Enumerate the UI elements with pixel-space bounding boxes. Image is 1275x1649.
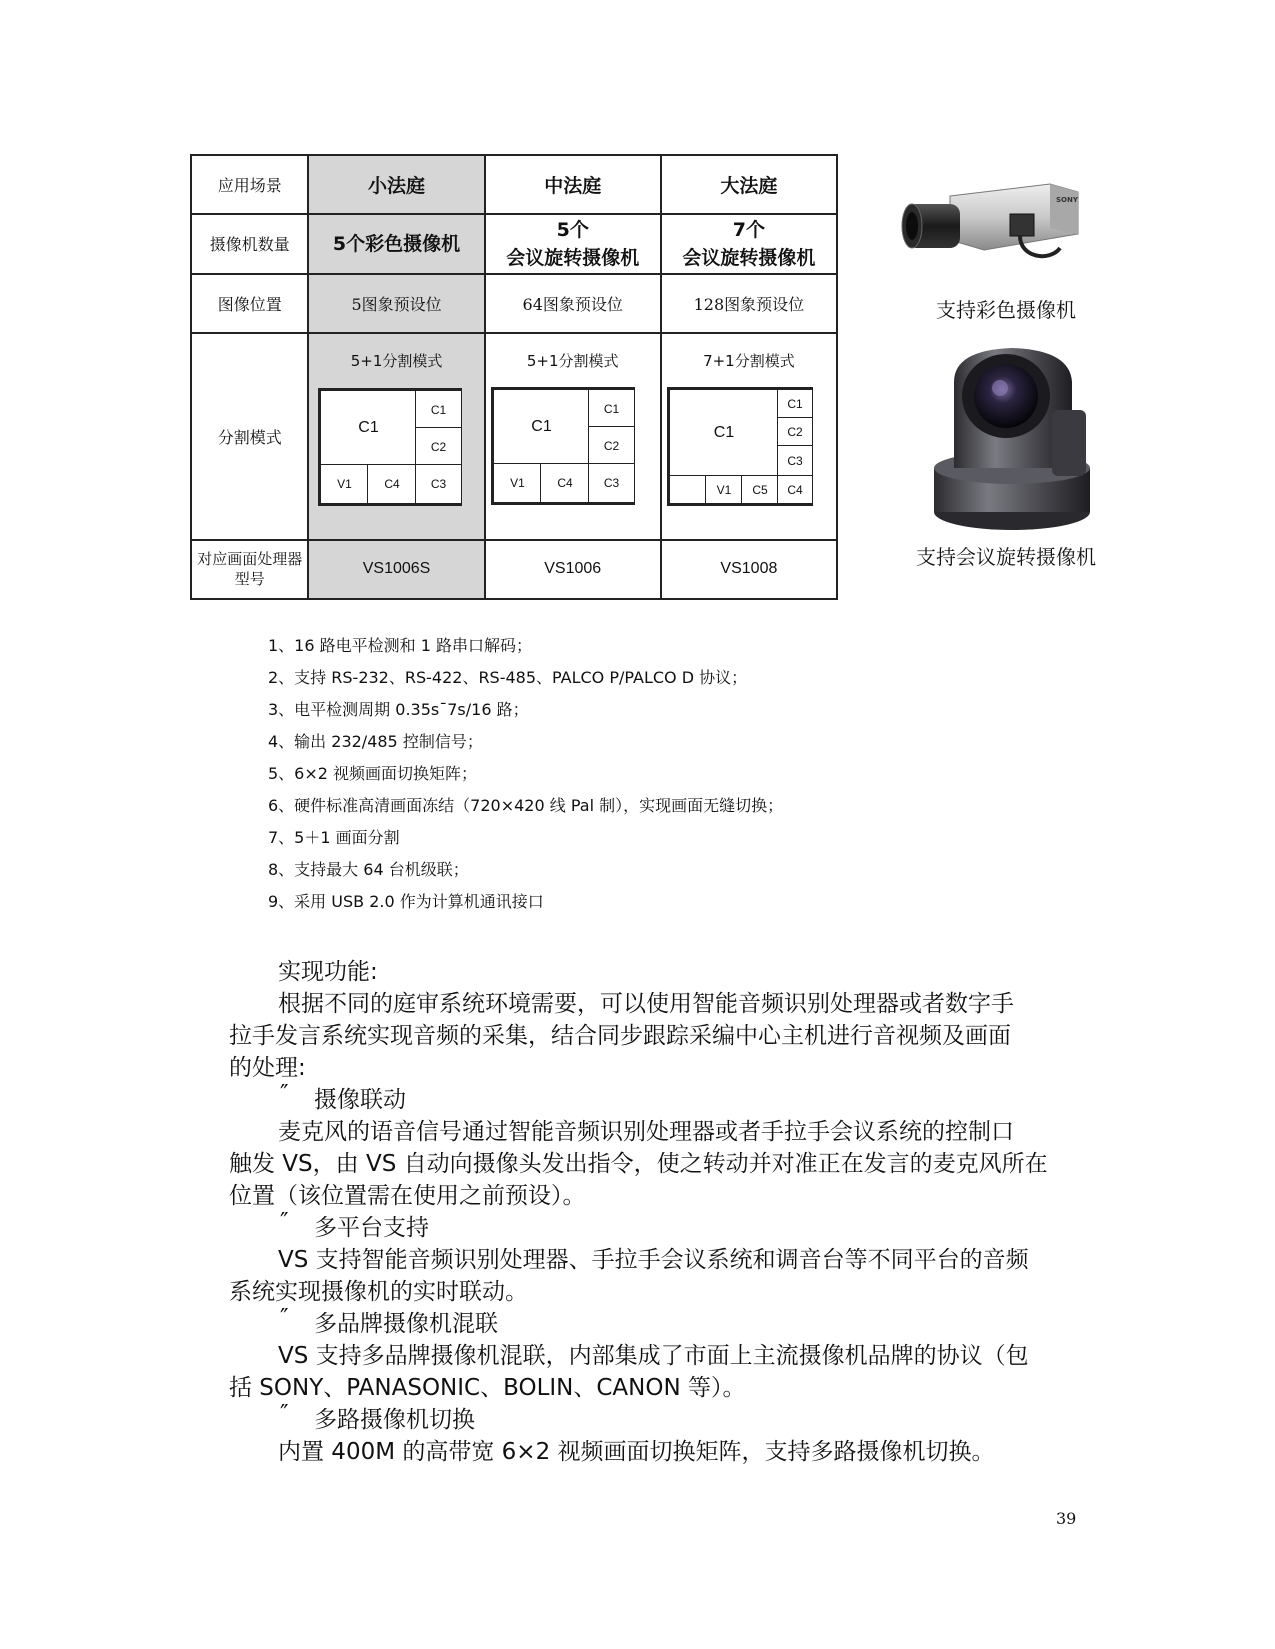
split-box: V1 (320, 464, 369, 504)
section-heading: 实现功能: (278, 959, 378, 985)
preset-cell: 5图象预设位 (308, 274, 484, 333)
paragraph-line: 的处理: (229, 1055, 306, 1081)
paragraph-line: 触发 VS，由 VS 自动向摄像头发出指令，使之转动并对准正在发言的麦克风所在 (229, 1151, 1048, 1177)
box-camera-icon (900, 178, 1082, 268)
split-box: V1 (493, 463, 542, 503)
list-item: 8、支持最大 64 台机级联； (268, 860, 469, 879)
split-box: C3 (588, 463, 635, 503)
split-box: C2 (777, 417, 813, 447)
ptz-camera-image (926, 336, 1094, 536)
split-diagram (318, 388, 462, 506)
spec-table (190, 154, 838, 600)
list-item: 1、16 路电平检测和 1 路串口解码； (268, 636, 532, 655)
camera-count-cell (485, 214, 661, 273)
bullet-mark: ″ (280, 1401, 289, 1427)
table-row (191, 155, 837, 214)
table-row (191, 214, 837, 273)
list-item: 7、5＋1 画面分割 (268, 828, 400, 847)
model-cell: VS1008 (661, 540, 837, 599)
split-box: C3 (777, 445, 813, 477)
paragraph-line: 括 SONY、PANASONIC、BOLIN、CANON 等）。 (229, 1375, 746, 1401)
split-box: C2 (415, 427, 462, 466)
camera-type: 会议旋转摄像机 (506, 246, 640, 269)
preset-cell: 64图象预设位 (485, 274, 661, 333)
subsection-title: 多平台支持 (314, 1215, 429, 1241)
column-title: 小法庭 (308, 155, 484, 214)
split-box: C3 (415, 464, 462, 504)
row-header: 分割模式 (191, 333, 308, 540)
table-row (191, 540, 837, 599)
model-cell: VS1006 (485, 540, 661, 599)
page-number: 39 (1056, 1509, 1077, 1528)
list-item: 9、采用 USB 2.0 作为计算机通讯接口 (268, 892, 544, 911)
paragraph-line: 位置（该位置需在使用之前预设）。 (229, 1183, 586, 1209)
row-header: 应用场景 (191, 155, 308, 214)
split-box: C1 (415, 390, 462, 429)
camera-count: 5个彩色摄像机 (332, 232, 461, 255)
subsection-title: 多品牌摄像机混联 (314, 1311, 498, 1337)
camera-count-cell (308, 214, 484, 273)
split-mode-label: 5+1分割模式 (350, 351, 443, 370)
split-box: C4 (777, 475, 813, 504)
split-mode-label: 5+1分割模式 (526, 351, 619, 370)
split-box: V1 (705, 475, 743, 504)
row-header: 图像位置 (191, 274, 308, 333)
box-camera-image (900, 178, 1082, 268)
column-title: 大法庭 (661, 155, 837, 214)
subsection-title: 摄像联动 (314, 1087, 406, 1113)
paragraph-line: 内置 400M 的高带宽 6×2 视频画面切换矩阵，支持多路摄像机切换。 (278, 1439, 995, 1465)
ptz-camera-icon (926, 336, 1094, 536)
paragraph-line: VS 支持多品牌摄像机混联，内部集成了市面上主流摄像机品牌的协议（包 (278, 1343, 1029, 1369)
bullet-mark: ″ (280, 1305, 289, 1331)
paragraph-line: 麦克风的语音信号通过智能音频识别处理器或者手拉手会议系统的控制口 (278, 1119, 1014, 1145)
paragraph-line: VS 支持智能音频识别处理器、手拉手会议系统和调音台等不同平台的音频 (278, 1247, 1029, 1273)
camera-caption-ptz: 支持会议旋转摄像机 (916, 545, 1096, 569)
table-row (191, 274, 837, 333)
paragraph-line: 根据不同的庭审系统环境需要，可以使用智能音频识别处理器或者数字手 (278, 991, 1014, 1017)
preset-cell: 128图象预设位 (661, 274, 837, 333)
split-diagram (667, 387, 813, 506)
bullet-mark: ″ (280, 1209, 289, 1235)
row-header: 对应画面处理器型号 (191, 540, 308, 599)
split-box: C2 (588, 426, 635, 465)
model-cell: VS1006S (308, 540, 484, 599)
split-box: C1 (320, 390, 417, 466)
list-item: 5、6×2 视频画面切换矩阵； (268, 764, 478, 783)
camera-count: 7个 (732, 218, 766, 241)
column-title: 中法庭 (485, 155, 661, 214)
split-box: C4 (540, 463, 590, 503)
bullet-mark: ″ (280, 1081, 289, 1107)
split-box-empty (669, 475, 707, 504)
paragraph-line: 系统实现摄像机的实时联动。 (229, 1279, 528, 1305)
list-item: 3、电平检测周期 0.35s¯7s/16 路； (268, 700, 529, 719)
paragraph-line: 拉手发言系统实现音频的采集，结合同步跟踪采编中心主机进行音视频及画面 (229, 1023, 1011, 1049)
split-box: C1 (493, 389, 590, 465)
list-item: 2、支持 RS-232、RS-422、RS-485、PALCO P/PALCO D 协议； (268, 668, 748, 687)
list-item: 4、输出 232/485 控制信号； (268, 732, 483, 751)
camera-type: 会议旋转摄像机 (682, 246, 816, 269)
split-box: C1 (777, 389, 813, 419)
subsection-title: 多路摄像机切换 (314, 1407, 475, 1433)
split-box: C1 (588, 389, 635, 428)
list-item: 6、硬件标准高清画面冻结（720×420 线 Pal 制），实现画面无缝切换； (268, 796, 784, 815)
split-diagram (491, 387, 635, 505)
split-mode-label: 7+1分割模式 (703, 351, 795, 370)
svg-text:SONY: SONY (1056, 196, 1078, 204)
split-box: C1 (669, 389, 779, 477)
row-header: 摄像机数量 (191, 214, 308, 273)
camera-count-cell (661, 214, 837, 273)
camera-caption-color: 支持彩色摄像机 (936, 298, 1076, 322)
split-box: C5 (741, 475, 779, 504)
split-box: C4 (367, 464, 417, 504)
camera-count: 5个 (556, 218, 589, 241)
